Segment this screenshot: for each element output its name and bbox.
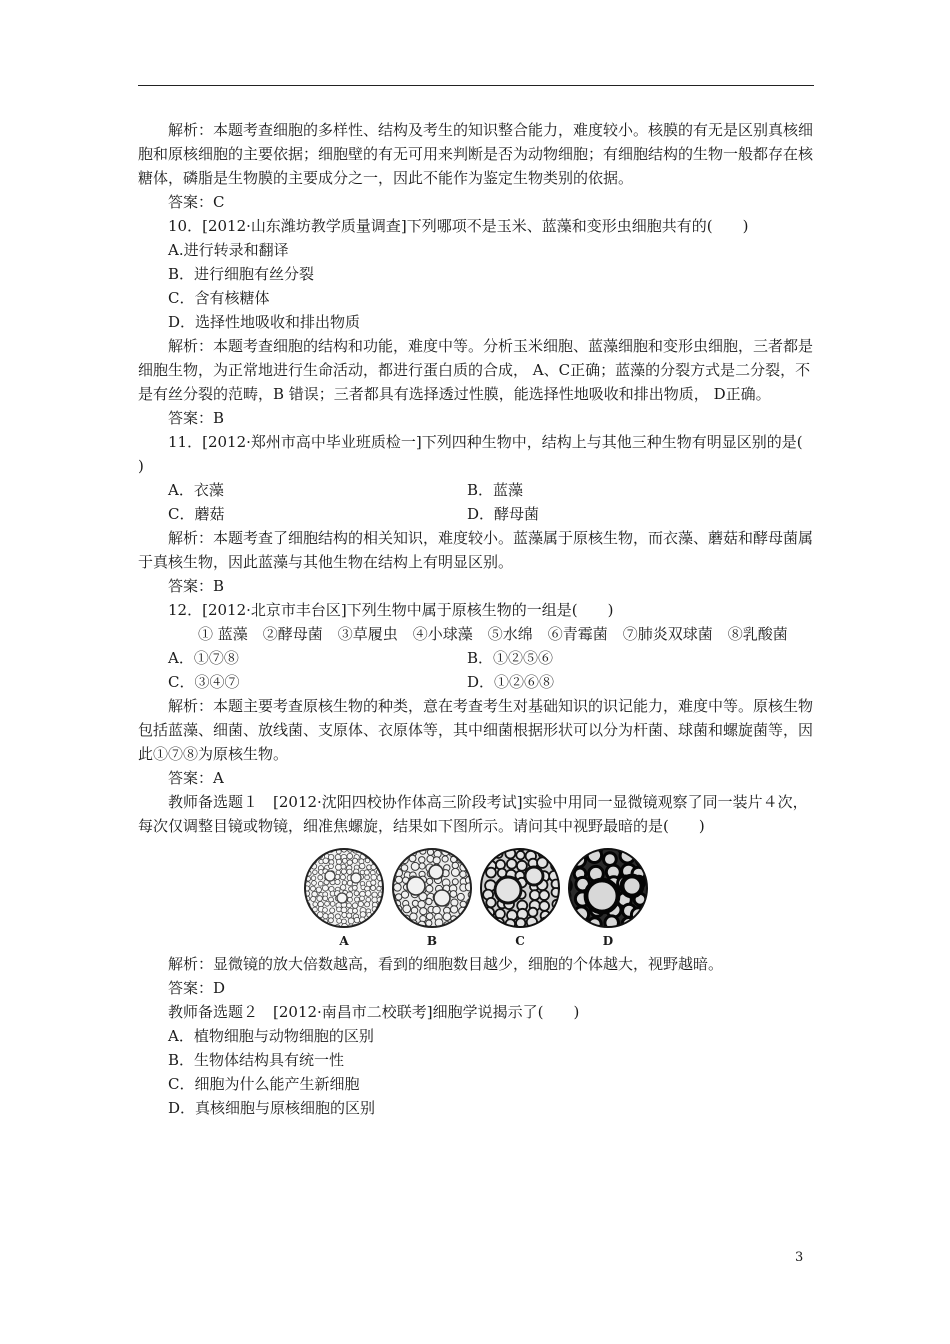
q12-options-row-2 <box>138 670 814 694</box>
q11-options-row-1 <box>138 478 814 502</box>
q10-option-a: A.进行转录和翻译 <box>168 241 289 259</box>
microscope-field-c <box>478 846 562 948</box>
bonus2-option-c: C．细胞为什么能产生新细胞 <box>168 1075 360 1093</box>
q12-options-row-1 <box>138 646 814 670</box>
microscope-field-a-image <box>302 846 386 930</box>
q12-option-d: D．①②⑥⑧ <box>467 673 555 691</box>
q10-option-c: C．含有核糖体 <box>168 289 270 307</box>
header-rule <box>138 85 814 86</box>
analysis-11: 解析：本题考查了细胞结构的相关知识，难度较小。蓝藻属于原核生物，而衣藻、蘑菇和酵母菌属于真核生物，因此蓝藻与其他生物在结构上有明显区别。 <box>138 529 814 571</box>
page-number: 3 <box>795 1250 804 1265</box>
question-12-stem: 12．[2012·北京市丰台区]下列生物中属于原核生物的一组是( ) <box>168 601 614 619</box>
microscope-field-b-image <box>390 846 474 930</box>
figure-label-b: B <box>426 934 438 948</box>
q10-option-d: D．选择性地吸收和排出物质 <box>168 313 361 331</box>
microscope-field-a <box>302 846 386 948</box>
bonus2-option-b: B．生物体结构具有统一性 <box>168 1051 345 1069</box>
q12-option-a: A．①⑦⑧ <box>168 649 239 667</box>
figure-label-c: C <box>515 934 525 948</box>
analysis-12: 解析：本题主要考查原核生物的种类，意在考查考生对基础知识的识记能力，难度中等。原核生物包括蓝藻、细菌、放线菌、支原体、衣原体等，其中细菌根据形状可以分为杆菌、球菌和螺旋菌等，因此①⑦⑧为原核生物。 <box>138 697 814 763</box>
figure-label-d: D <box>602 934 614 948</box>
answer-9: 答案：C <box>168 193 225 211</box>
microscope-fields-figure <box>138 846 814 948</box>
microscope-field-d <box>566 846 650 948</box>
bonus-analysis-1: 解析：显微镜的放大倍数越高，看到的细胞数目越少，细胞的个体越大，视野越暗。 <box>168 955 724 973</box>
q12-option-c: C．③④⑦ <box>168 673 240 691</box>
bonus2-option-a: A．植物细胞与动物细胞的区别 <box>168 1027 374 1045</box>
bonus-question-1-stem: 教师备选题１ [2012·沈阳四校协作体高三阶段考试]实验中用同一显微镜观察了同一装片４次，每次仅调整目镜或物镜，细准焦螺旋，结果如下图所示。请问其中视野最暗的是( ) <box>138 793 808 835</box>
microscope-field-c-image <box>478 846 562 930</box>
q11-option-c: C．蘑菇 <box>168 505 225 523</box>
q12-option-b: B．①②⑤⑥ <box>467 649 554 667</box>
microscope-field-b <box>390 846 474 948</box>
page-content <box>138 118 833 1120</box>
q12-organism-list: ① 蓝藻 ②酵母菌 ③草履虫 ④小球藻 ⑤水绵 ⑥青霉菌 ⑦肺炎双球菌 ⑧乳酸菌 <box>198 625 788 643</box>
answer-12: 答案：A <box>168 769 224 787</box>
q11-options-row-2 <box>138 502 814 526</box>
microscope-field-d-image <box>566 846 650 930</box>
q11-option-a: A．衣藻 <box>168 481 224 499</box>
question-10-stem: 10．[2012·山东潍坊教学质量调查]下列哪项不是玉米、蓝藻和变形虫细胞共有的( ) <box>168 217 749 235</box>
answer-10: 答案：B <box>168 409 225 427</box>
figure-label-a: A <box>339 934 349 948</box>
q11-option-b: B．蓝藻 <box>467 481 524 499</box>
bonus-question-2-stem: 教师备选题２ [2012·南昌市二校联考]细胞学说揭示了( ) <box>168 1003 580 1021</box>
q10-option-b: B．进行细胞有丝分裂 <box>168 265 315 283</box>
question-11-stem: 11．[2012·郑州市高中毕业班质检一]下列四种生物中，结构上与其他三种生物有明显区别的是( ) <box>138 433 833 475</box>
answer-11: 答案：B <box>168 577 225 595</box>
analysis-9: 解析：本题考查细胞的多样性、结构及考生的知识整合能力，难度较小。核膜的有无是区别真核细胞和原核细胞的主要依据；细胞壁的有无可用来判断是否为动物细胞；有细胞结构的生物一般都存在核糖体，磷脂是生物膜的主要成分之一，因此不能作为鉴定生物类别的依据。 <box>138 121 814 187</box>
bonus-answer-1: 答案：D <box>168 979 226 997</box>
bonus2-option-d: D．真核细胞与原核细胞的区别 <box>168 1099 376 1117</box>
analysis-10: 解析：本题考查细胞的结构和功能，难度中等。分析玉米细胞、蓝藻细胞和变形虫细胞，三者都是细胞生物，为正常地进行生命活动，都进行蛋白质的合成， A、C正确；蓝藻的分裂方式是二分裂，不是有丝分裂的范畴，B 错误；三者都具有选择透过性膜，能选择性地吸收和排出物质， D正确。 <box>138 337 814 403</box>
q11-option-d: D．酵母菌 <box>467 505 540 523</box>
